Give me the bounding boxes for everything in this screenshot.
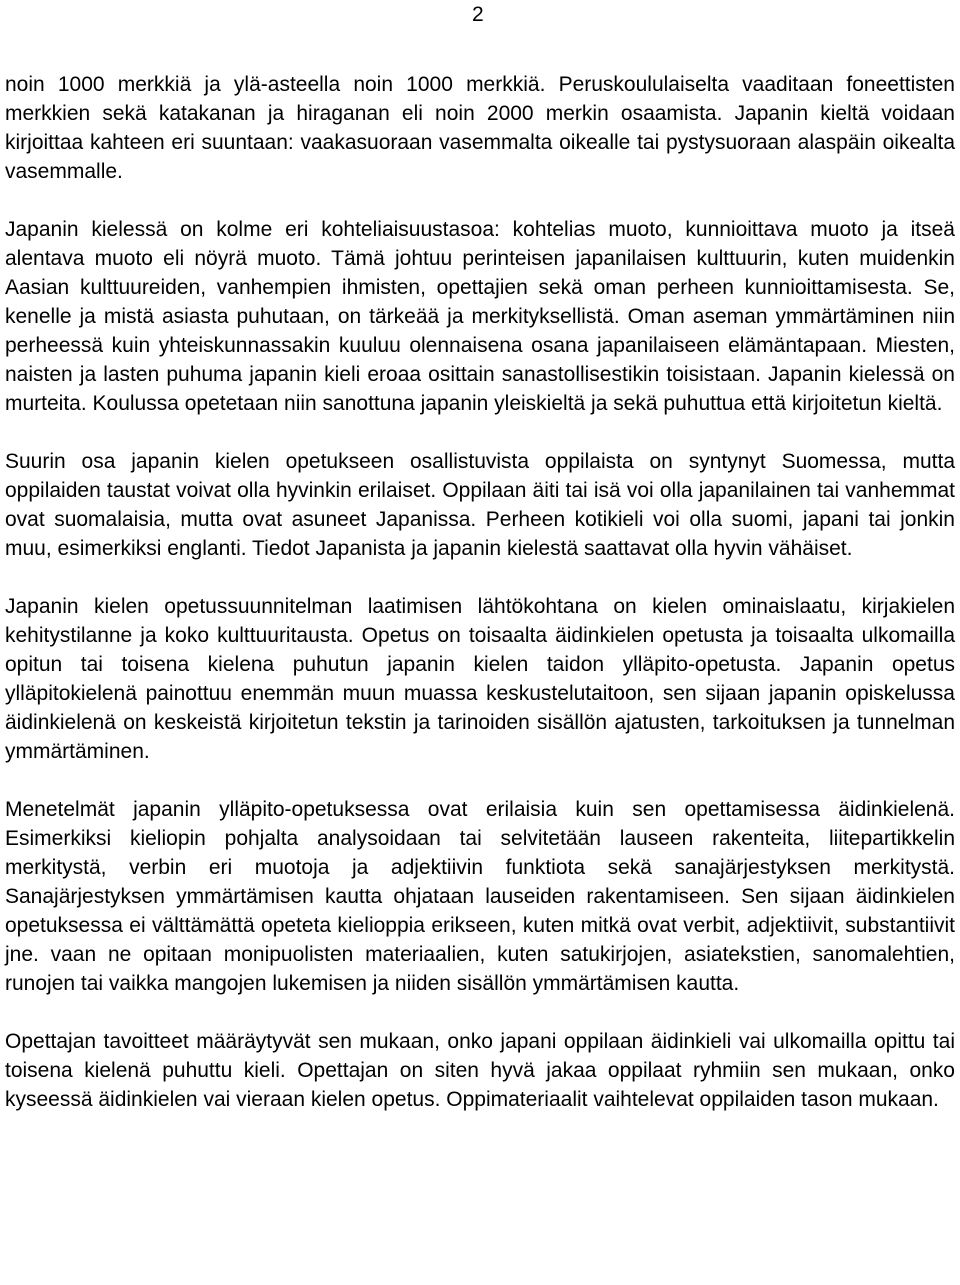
page-number: 2 [472, 3, 484, 26]
document-body [5, 70, 955, 1114]
paragraph-student-backgrounds: Suurin osa japanin kielen opetukseen osallistuvista oppilaista on syntynyt Suomessa, mutta oppilaiden taustat voivat olla hyvinkin erilaiset. Oppilaan äiti tai isä voi olla japanilainen tai vanhemmat ovat suomalaisia, mutta ovat asuneet Japanissa. Perheen kotikieli voi olla suomi, japani tai jonkin muu, esimerkiksi englanti. Tiedot Japanista ja japanin kielestä saattavat olla hyvin vähäiset. [5, 450, 955, 560]
paragraph-teaching-methods: Menetelmät japanin ylläpito-opetuksessa ovat erilaisia kuin sen opettamisessa äidinkielenä. Esimerkiksi kieliopin pohjalta analysoidaan tai selvitetään lauseen rakenteita, liitepartikkelin merkitystä, verbin eri muotoja ja adjektiivin funktiota sekä sanajärjestyksen merkitystä. Sanajärjestyksen ymmärtämisen kautta ohjataan lauseiden rakentamiseen. Sen sijaan äidinkielen opetuksessa ei välttämättä opeteta kielioppia erikseen, kuten mitkä ovat verbit, adjektiivit, substantiivit jne. vaan ne opitaan monipuolisten materiaalien, kuten satukirjojen, asiatekstien, sanomalehtien, runojen tai vaikka mangojen lukemisen ja niiden sisällön ymmärtämisen kautta. [5, 798, 955, 995]
paragraph-curriculum-basis: Japanin kielen opetussuunnitelman laatimisen lähtökohtana on kielen ominaislaatu, kirjakielen kehitystilanne ja koko kulttuuritausta. Opetus on toisaalta äidinkielen opetusta ja toisaalta ulkomailla opitun tai toisena kielena puhutun japanin kielen taidon ylläpito-opetusta. Japanin opetus ylläpitokielenä painottuu enemmän muun muassa keskustelutaitoon, sen sijaan japanin opiskelussa äidinkielenä on keskeistä kirjoitetun tekstin ja tarinoiden sisällön ajatusten, tarkoituksen ja tunnelman ymmärtäminen. [5, 595, 955, 763]
paragraph-politeness-levels: Japanin kielessä on kolme eri kohteliaisuustasoa: kohtelias muoto, kunnioittava muoto ja itseä alentava muoto eli nöyrä muoto. Tämä johtuu perinteisen japanilaisen kulttuurin, kuten muidenkin Aasian kulttuureiden, vanhempien ihmisten, opettajien sekä oman perheen kunnioittamisesta. Se, kenelle ja mistä asiasta puhutaan, on tärkeää ja merkityksellistä. Oman aseman ymmärtäminen niin perheessä kuin yhteiskunnassakin kuuluu olennaisena osana japanilaiseen elämäntapaan. Miesten, naisten ja lasten puhuma japanin kieli eroaa osittain sanastollisestikin toisistaan. Japanin kielessä on murteita. Koulussa opetetaan niin sanottuna japanin yleiskieltä ja sekä puhuttua että kirjoitetun kieltä. [5, 218, 955, 415]
paragraph-writing-systems: noin 1000 merkkiä ja ylä-asteella noin 1000 merkkiä. Peruskoululaiselta vaaditaan foneettisten merkkien sekä katakanan ja hiraganan eli noin 2000 merkin osaamista. Japanin kieltä voidaan kirjoittaa kahteen eri suuntaan: vaakasuoraan vasemmalta oikealle tai pystysuoraan alaspäin oikealta vasemmalle. [5, 73, 955, 183]
paragraph-teacher-goals: Opettajan tavoitteet määräytyvät sen mukaan, onko japani oppilaan äidinkieli vai ulkomailla opittu tai toisena kielenä puhuttu kieli. Opettajan on siten hyvä jakaa oppilaat ryhmiin sen mukaan, onko kyseessä äidinkielen vai vieraan kielen opetus. Oppimateriaalit vaihtelevat oppilaiden tason mukaan. [5, 1030, 955, 1111]
